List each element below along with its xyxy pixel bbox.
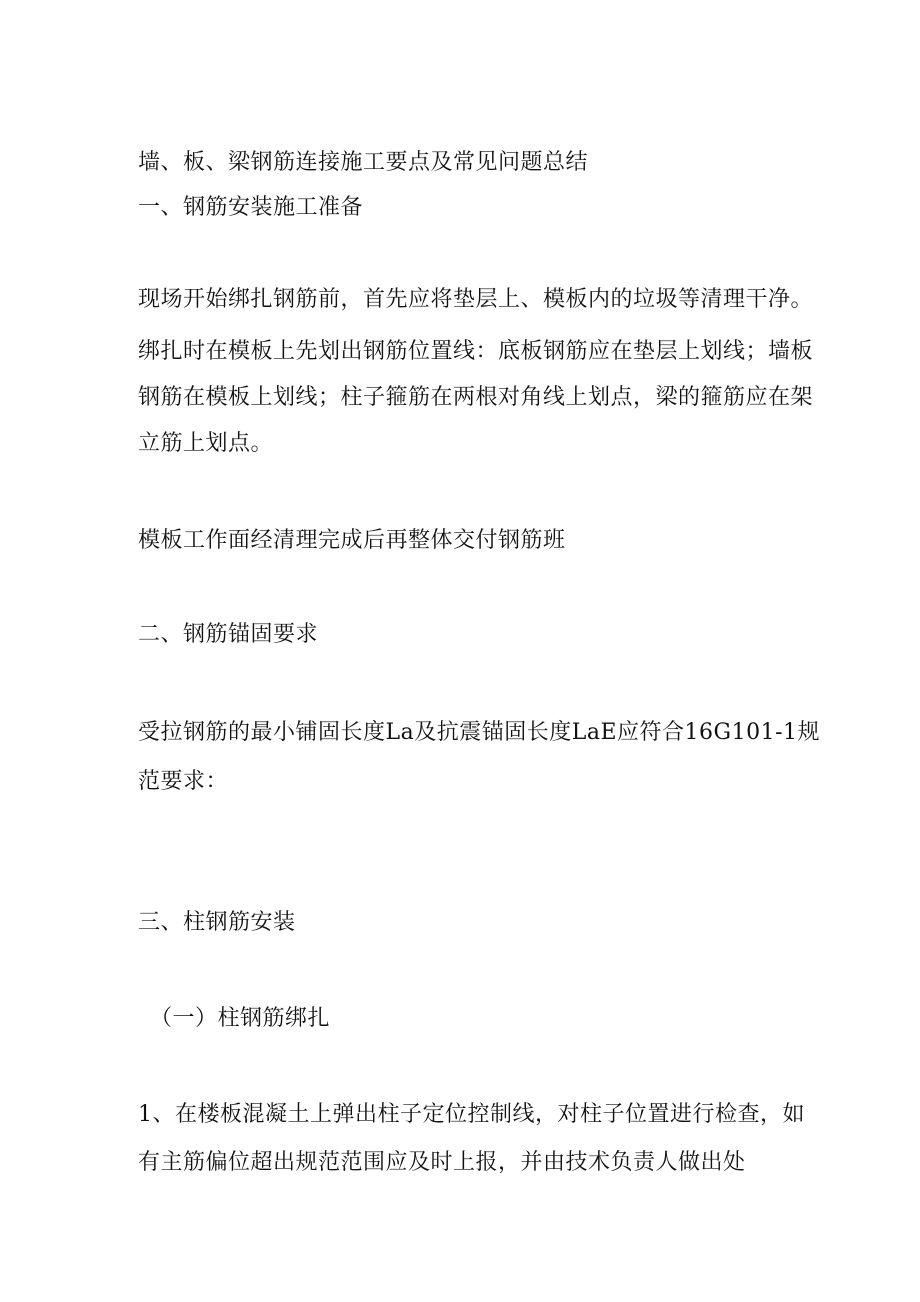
paragraph-line: 现场开始绑扎钢筋前，首先应将垫层上、模板内的垃圾等清理干净。 [138,287,814,312]
document-title: 墙、板、梁钢筋连接施工要点及常见问题总结 [138,150,589,175]
paragraph-line: 模板工作面经清理完成后再整体交付钢筋班 [138,528,566,553]
subsection-heading: （一）柱钢筋绑扎 [150,1006,331,1031]
section-heading-1: 一、钢筋安装施工准备 [138,195,364,220]
section-heading-3: 三、柱钢筋安装 [138,910,296,935]
paragraph-line: 钢筋在模板上划线；柱子箍筋在两根对角线上划点，梁的箍筋应在架 [138,385,814,410]
paragraph-line: 立筋上划点。 [138,431,274,456]
section-heading-2: 二、钢筋锚固要求 [138,622,319,647]
list-item-line: 1、在楼板混凝土上弹出柱子定位控制线，对柱子位置进行检查，如 [138,1102,805,1127]
paragraph-line: 受拉钢筋的最小铺固长度La及抗震锚固长度LaE应符合16G101-1规 [138,720,821,745]
paragraph-line: 范要求： [138,769,229,794]
paragraph-line: 绑扎时在模板上先划出钢筋位置线：底板钢筋应在垫层上划线；墙板 [138,339,814,364]
list-item-line: 有主筋偏位超出规范范围应及时上报，并由技术负责人做出处 [138,1150,746,1175]
